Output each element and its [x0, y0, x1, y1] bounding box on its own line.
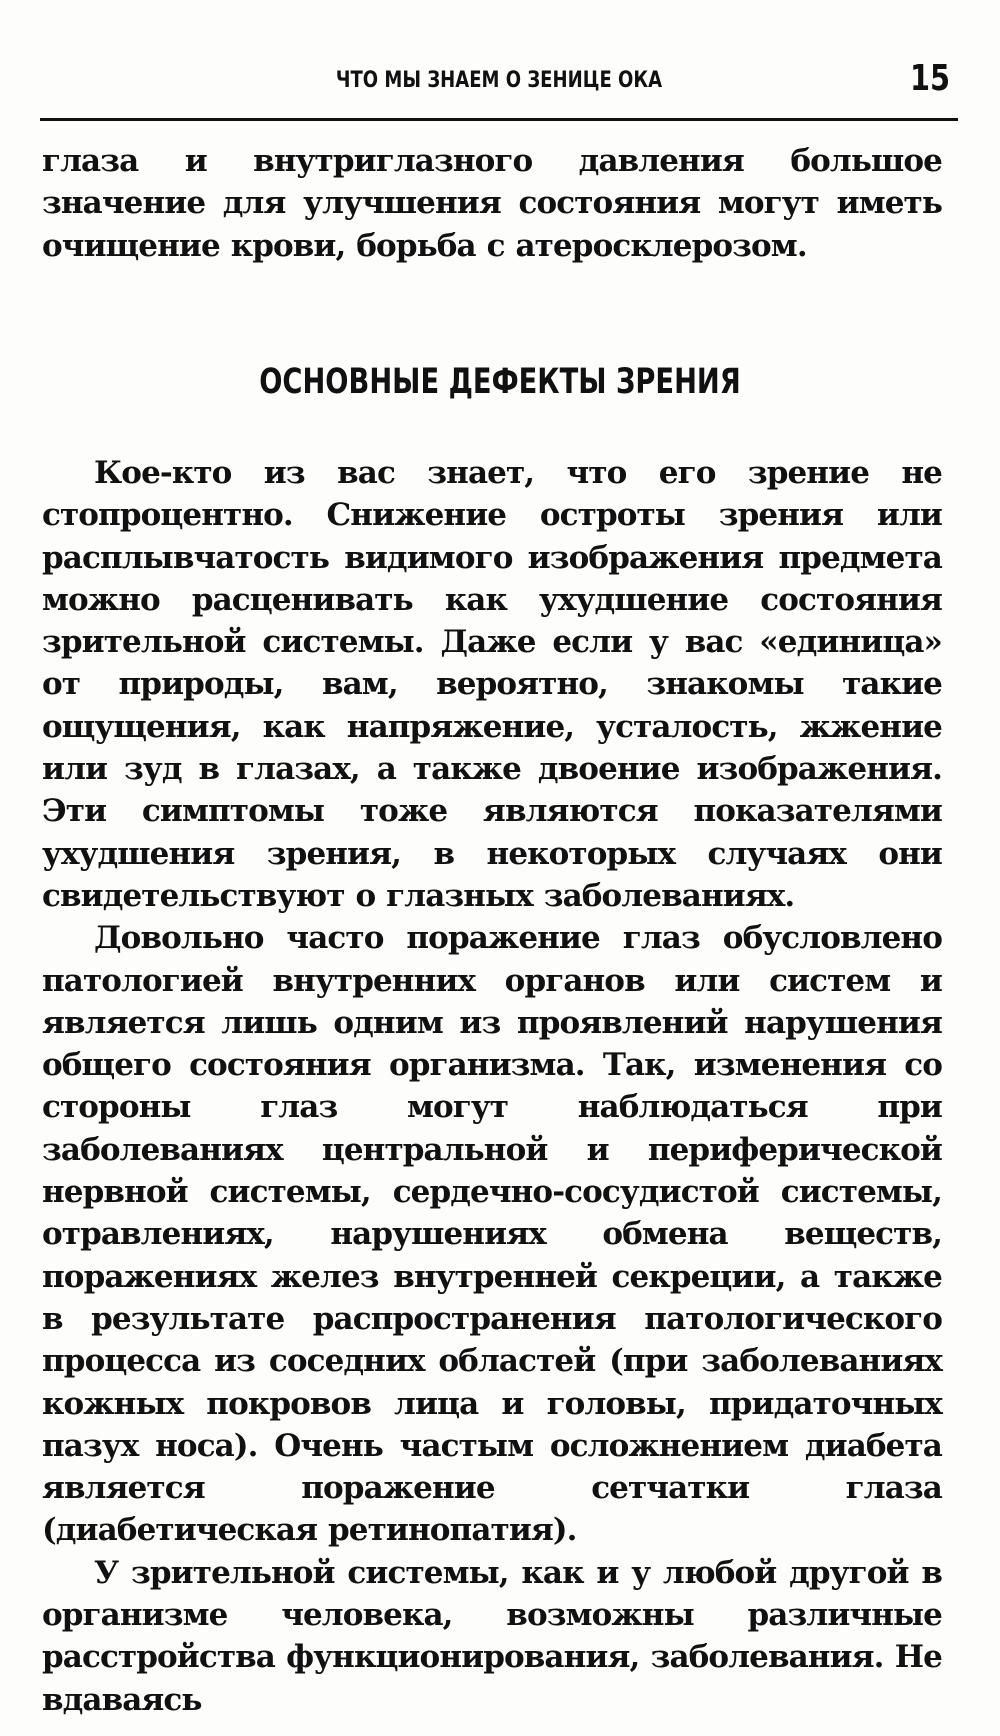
body-paragraph-1: Кое-кто из вас знает, что его зрение не стопроцентно. Снижение остроты зрения или расплывчатость видимого изображения предмета можно расценивать как ухудшение состояния зрительной системы. Даже если у вас «единица» от природы, вам, вероятно, знакомы такие ощущения, как напряжение, усталость, жжение или зуд в глазах, а также двоение изображения. Эти симптомы тоже являются показателями ухудшения зрения, в некоторых случаях они свидетельствуют о глазных заболеваниях. — [42, 455, 942, 914]
page-number: 15 — [909, 58, 950, 99]
section-body — [42, 452, 942, 1721]
continuation-paragraph: глаза и внутриглазного давления большое значение для улучшения состояния могут иметь очищение крови, борьба с атеросклерозом. — [42, 143, 942, 264]
section-heading: ОСНОВНЫЕ ДЕФЕКТЫ ЗРЕНИЯ — [259, 362, 741, 402]
running-header — [40, 58, 958, 116]
header-rule — [40, 118, 958, 121]
body-paragraph-3: У зрительной системы, как и у любой другой в организме человека, возможны различные расстройства функционирования, заболевания. Не вдаваясь — [42, 1554, 942, 1718]
running-title: ЧТО МЫ ЗНАЕМ О ЗЕНИЦЕ ОКА — [335, 68, 663, 93]
body-paragraph-2: Довольно часто поражение глаз обусловлено патологией внутренних органов или систем и является лишь одним из проявлений нарушения общего состояния организма. Так, изменения со стороны глаз могут наблюдаться при заболеваниях центральной и периферической нервной системы, сердечно-сосудистой системы, отравлениях, нарушениях обмена веществ, поражениях желез внутренней секреции, а также в результате распространения патологического процесса из соседних областей (при заболеваниях кожных покровов лица и головы, придаточных пазух носа). Очень частым осложнением диабета является поражение сетчатки глаза (диабетическая ретинопатия). — [42, 920, 942, 1549]
